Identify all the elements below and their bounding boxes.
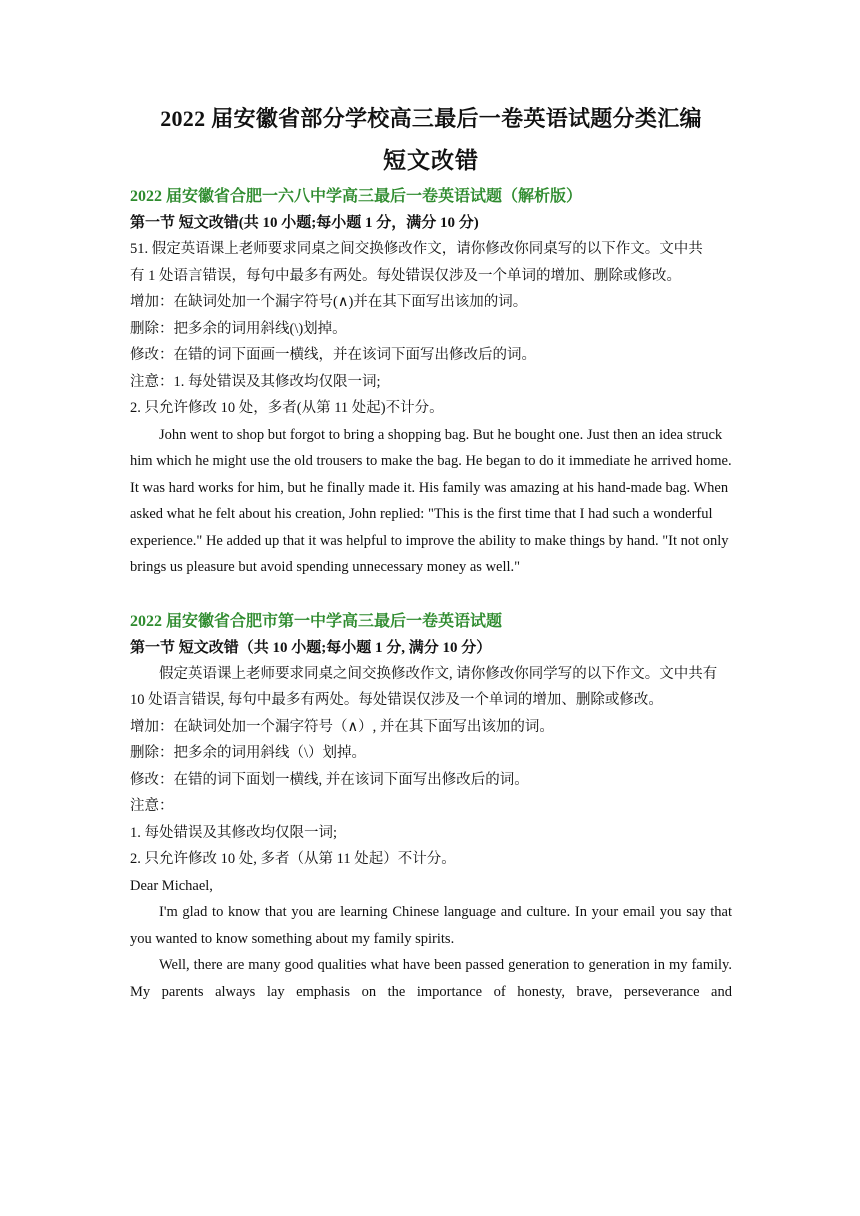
instruction-line: 删除：把多余的词用斜线(\)划掉。: [130, 320, 347, 337]
instruction-line: 有 1 处语言错误，每句中最多有两处。每处错误仅涉及一个单词的增加、删除或修改。: [130, 267, 681, 284]
source-heading: 2022 届安徽省合肥一六八中学高三最后一卷英语试题（解析版）: [130, 188, 583, 205]
source-heading: 2022 届安徽省合肥市第一中学高三最后一卷英语试题: [130, 612, 503, 630]
instruction-line: 2. 只允许修改 10 处，多者(从第 11 处起)不计分。: [130, 400, 444, 416]
instruction-line: 修改：在错的词下面划一横线, 并在该词下面写出修改后的词。: [130, 771, 529, 788]
instruction-line: 1. 每处错误及其修改均仅限一词;: [130, 824, 338, 841]
instruction-line: 增加：在缺词处加一个漏字符号（∧）, 并在其下面写出该加的词。: [130, 718, 554, 735]
letter-paragraph: Well, there are many good qualities what have been passed generation to generation in my family. My parents always lay emphasis on the importance of honesty, brave, perseverance and: [130, 957, 732, 1000]
instruction-line: 51. 假定英语课上老师要求同桌之间交换修改作文，请你修改你同桌写的以下作文。文中共: [130, 241, 703, 257]
exam-block-hefei-no1: [130, 609, 732, 1006]
document-subtitle: 短文改错: [383, 148, 479, 173]
instruction-intro: 假定英语课上老师要求同桌之间交换修改作文, 请你修改你同学写的以下作文。文中共有 10 处语言错误, 每句中最多有两处。每处错误仅涉及一个单词的增加、删除或修改。: [130, 665, 718, 708]
exam-block-hefei-168: [130, 184, 732, 581]
instruction-line: 增加：在缺词处加一个漏字符号(∧)并在其下面写出该加的词。: [130, 294, 528, 310]
section-heading: 第一节 短文改错(共 10 小题;每小题 1 分，满分 10 分): [130, 215, 479, 231]
instruction-line: 注意：: [130, 798, 174, 814]
instruction-line: 删除：把多余的词用斜线（\）划掉。: [130, 745, 367, 761]
section-heading: 第一节 短文改错（共 10 小题;每小题 1 分, 满分 10 分）: [130, 639, 492, 656]
instruction-line: 2. 只允许修改 10 处, 多者（从第 11 处起）不计分。: [130, 851, 456, 867]
letter-salutation: Dear Michael,: [130, 877, 213, 894]
instruction-line: 修改：在错的词下面画一横线，并在该词下面写出修改后的词。: [130, 347, 536, 363]
instruction-line: 注意：1. 每处错误及其修改均仅限一词;: [130, 373, 381, 390]
document-title: 2022 届安徽省部分学校高三最后一卷英语试题分类汇编: [160, 106, 702, 131]
essay-passage: John went to shop but forgot to bring a shopping bag. But he bought one. Just then an idea struck him which he might use the old trousers to make the bag. He began to do it immediate he arrived home. It was hard works for him, but he finally made it. His family was amazing at his hand-made bag. When asked what he felt about his creation, John replied: "This is the first time that I had such a wonderful experience." He added up that it was helpful to improve the ability to make things by hand. "It not only brings us pleasure but avoid spending unnecessary money as well.": [130, 426, 732, 575]
letter-paragraph: I'm glad to know that you are learning Chinese language and culture. In your email you say that you wanted to know something about my family spirits.: [130, 904, 732, 947]
